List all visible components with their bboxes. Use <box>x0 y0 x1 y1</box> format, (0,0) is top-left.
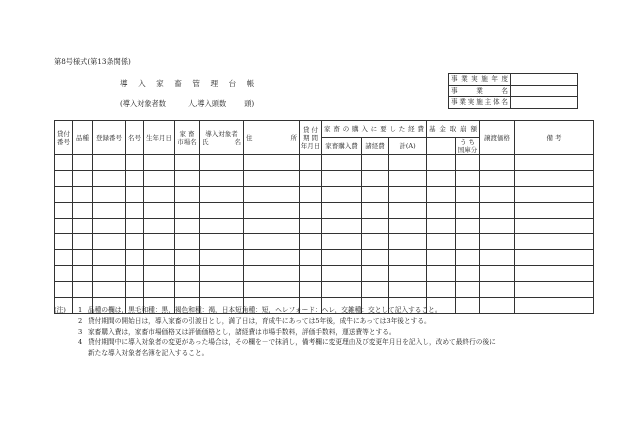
table-cell[interactable] <box>144 202 175 218</box>
table-cell[interactable] <box>73 250 93 266</box>
table-cell[interactable] <box>244 266 300 282</box>
table-cell[interactable] <box>93 282 126 298</box>
table-cell[interactable] <box>480 266 515 282</box>
table-cell[interactable] <box>480 218 515 234</box>
table-cell[interactable] <box>200 282 244 298</box>
header-target: 導入対象者 氏 名 <box>200 121 244 155</box>
table-cell[interactable] <box>389 202 427 218</box>
info-label-project: 事業名 <box>449 85 511 97</box>
subtitle-label: (導入対象者数 <box>120 99 166 108</box>
table-cell[interactable] <box>144 170 175 186</box>
table-cell[interactable] <box>144 250 175 266</box>
header-row-1 <box>55 121 594 138</box>
info-row <box>449 85 578 97</box>
table-cell[interactable] <box>200 155 244 171</box>
info-value-project[interactable] <box>511 85 578 97</box>
table-cell[interactable] <box>300 282 322 298</box>
subtitle-persons: 人, <box>187 99 198 108</box>
table-cell[interactable] <box>300 234 322 250</box>
header-total: 計(A) <box>389 138 427 155</box>
table-cell[interactable] <box>55 282 73 298</box>
table-row <box>55 155 594 171</box>
table-cell[interactable] <box>55 155 73 171</box>
header-fund-sub: う ち 国庫分 <box>456 138 480 155</box>
table-cell[interactable] <box>515 186 594 202</box>
table-cell[interactable] <box>480 155 515 171</box>
table-cell[interactable] <box>389 282 427 298</box>
table-cell[interactable] <box>362 282 389 298</box>
table-cell[interactable] <box>126 266 144 282</box>
table-cell[interactable] <box>244 170 300 186</box>
info-value-year[interactable] <box>511 74 578 86</box>
table-cell[interactable] <box>144 218 175 234</box>
header-name: 名号 <box>126 121 144 155</box>
table-cell[interactable] <box>93 170 126 186</box>
table-cell[interactable] <box>322 155 362 171</box>
table-cell[interactable] <box>244 282 300 298</box>
table-cell[interactable] <box>144 282 175 298</box>
table-cell[interactable] <box>389 170 427 186</box>
table-cell[interactable] <box>126 155 144 171</box>
note-num: 2 <box>78 316 83 325</box>
info-row <box>449 97 578 109</box>
table-cell[interactable] <box>175 186 200 202</box>
table-cell[interactable] <box>300 250 322 266</box>
header-cost-group: 家畜の購入に要した経費 <box>322 121 427 138</box>
table-cell[interactable] <box>200 250 244 266</box>
table-cell[interactable] <box>73 170 93 186</box>
info-row <box>449 74 578 86</box>
header-breed: 品種 <box>73 121 93 155</box>
table-cell[interactable] <box>93 250 126 266</box>
table-cell[interactable] <box>175 170 200 186</box>
note-text: 貸付期間の開始日は，導入家畜の引渡日とし，満了日は，育成牛にあっては5年後，成牛にあっては3年後とする。 <box>88 316 431 325</box>
table-cell[interactable] <box>322 170 362 186</box>
note-item-2 <box>54 316 588 327</box>
header-fund-blank <box>427 138 456 155</box>
table-cell[interactable] <box>126 250 144 266</box>
table-cell[interactable] <box>93 234 126 250</box>
table-cell[interactable] <box>175 266 200 282</box>
header-market: 家 畜 市場名 <box>175 121 200 155</box>
table-cell[interactable] <box>93 202 126 218</box>
subtitle <box>120 99 254 109</box>
table-cell[interactable] <box>73 186 93 202</box>
table-cell[interactable] <box>389 155 427 171</box>
note-num: 4 <box>78 338 83 347</box>
table-cell[interactable] <box>456 202 480 218</box>
table-cell[interactable] <box>244 155 300 171</box>
table-cell[interactable] <box>244 234 300 250</box>
note-item-4-cont <box>54 348 588 359</box>
table-cell[interactable] <box>244 186 300 202</box>
table-cell[interactable] <box>300 218 322 234</box>
table-cell[interactable] <box>362 234 389 250</box>
table-cell[interactable] <box>93 155 126 171</box>
table-cell[interactable] <box>200 170 244 186</box>
table-cell[interactable] <box>362 155 389 171</box>
table-cell[interactable] <box>322 266 362 282</box>
table-cell[interactable] <box>456 250 480 266</box>
table-row <box>55 234 594 250</box>
note-item-1 <box>54 305 588 316</box>
table-cell[interactable] <box>362 266 389 282</box>
table-cell[interactable] <box>515 234 594 250</box>
table-cell[interactable] <box>389 266 427 282</box>
table-cell[interactable] <box>175 234 200 250</box>
table-cell[interactable] <box>427 155 456 171</box>
header-fund-group: 基金取崩額 <box>427 121 480 138</box>
table-cell[interactable] <box>55 266 73 282</box>
table-cell[interactable] <box>322 218 362 234</box>
header-remarks: 備 考 <box>515 121 594 155</box>
table-cell[interactable] <box>126 202 144 218</box>
table-cell[interactable] <box>322 186 362 202</box>
table-cell[interactable] <box>322 282 362 298</box>
table-cell[interactable] <box>427 266 456 282</box>
table-cell[interactable] <box>427 282 456 298</box>
table-cell[interactable] <box>362 202 389 218</box>
form-number: 第8号様式(第13条関係) <box>54 57 131 66</box>
table-cell[interactable] <box>322 202 362 218</box>
table-cell[interactable] <box>427 250 456 266</box>
note-num: 3 <box>78 327 83 336</box>
table-cell[interactable] <box>200 186 244 202</box>
table-cell[interactable] <box>456 170 480 186</box>
table-row <box>55 250 594 266</box>
notes-lead: (注) <box>54 306 66 314</box>
table-cell[interactable] <box>480 234 515 250</box>
note-text: 貸付期間中に導入対象者の変更があった場合は，その欄を－で抹消し，備考欄に変更理由及び変更年月日を記入し，改めて最終行の後に <box>88 338 496 347</box>
header-address: 住 所 <box>244 121 300 155</box>
table-cell[interactable] <box>144 266 175 282</box>
table-cell[interactable] <box>175 202 200 218</box>
table-row <box>55 218 594 234</box>
table-row <box>55 202 594 218</box>
table-cell[interactable] <box>200 202 244 218</box>
table-cell[interactable] <box>389 250 427 266</box>
table-cell[interactable] <box>515 250 594 266</box>
note-num: 1 <box>78 306 83 314</box>
table-row <box>55 170 594 186</box>
table-cell[interactable] <box>515 202 594 218</box>
header-reg-no: 登録番号 <box>93 121 126 155</box>
table-cell[interactable] <box>200 234 244 250</box>
info-box <box>448 73 578 109</box>
table-cell[interactable] <box>480 186 515 202</box>
table-cell[interactable] <box>93 218 126 234</box>
table-cell[interactable] <box>515 282 594 298</box>
header-birth: 生年月日 <box>144 121 175 155</box>
table-cell[interactable] <box>362 250 389 266</box>
table-cell[interactable] <box>55 234 73 250</box>
table-cell[interactable] <box>144 155 175 171</box>
table-cell[interactable] <box>362 170 389 186</box>
table-cell[interactable] <box>175 250 200 266</box>
table-cell[interactable] <box>515 266 594 282</box>
table-cell[interactable] <box>144 186 175 202</box>
note-text: 家畜購入費は，家畜市場価格又は評価価格とし，諸経費は市場手数料，評価手数料，運送費等とする。 <box>88 327 396 336</box>
info-label-year: 事業実施年度 <box>449 74 511 86</box>
header-lend-no: 貸付 番号 <box>55 121 73 155</box>
table-cell[interactable] <box>300 202 322 218</box>
table-cell[interactable] <box>480 250 515 266</box>
table-cell[interactable] <box>55 202 73 218</box>
table-cell[interactable] <box>126 218 144 234</box>
table-cell[interactable] <box>73 202 93 218</box>
table-cell[interactable] <box>427 218 456 234</box>
table-cell[interactable] <box>55 218 73 234</box>
table-cell[interactable] <box>300 266 322 282</box>
table-body <box>55 155 594 314</box>
table-cell[interactable] <box>456 186 480 202</box>
table-cell[interactable] <box>389 186 427 202</box>
table-cell[interactable] <box>300 155 322 171</box>
table-cell[interactable] <box>515 155 594 171</box>
table-cell[interactable] <box>456 218 480 234</box>
subtitle-head-label: 導入頭数 <box>197 99 227 108</box>
table-cell[interactable] <box>200 218 244 234</box>
table-cell[interactable] <box>362 218 389 234</box>
table-cell[interactable] <box>427 186 456 202</box>
table-cell[interactable] <box>175 155 200 171</box>
table-cell[interactable] <box>73 218 93 234</box>
notes <box>54 305 588 359</box>
note-item-4 <box>54 337 588 348</box>
header-period: 貸 付 期 間 年月日 <box>300 121 322 155</box>
table-cell[interactable] <box>73 266 93 282</box>
table-cell[interactable] <box>126 186 144 202</box>
table-cell[interactable] <box>427 234 456 250</box>
table-cell[interactable] <box>480 282 515 298</box>
table-cell[interactable] <box>73 155 93 171</box>
table-cell[interactable] <box>300 186 322 202</box>
info-label-entity: 事業実施主体名 <box>449 97 511 109</box>
table-cell[interactable] <box>126 234 144 250</box>
table-cell[interactable] <box>55 186 73 202</box>
page-title: 導入家畜管理台帳 <box>120 79 265 88</box>
table-cell[interactable] <box>126 282 144 298</box>
table-cell[interactable] <box>427 170 456 186</box>
table-cell[interactable] <box>55 250 73 266</box>
table-cell[interactable] <box>389 234 427 250</box>
table-row <box>55 266 594 282</box>
table-cell[interactable] <box>244 202 300 218</box>
table-cell[interactable] <box>200 266 244 282</box>
table-cell[interactable] <box>480 202 515 218</box>
management-table <box>54 120 594 314</box>
table-cell[interactable] <box>456 266 480 282</box>
table-cell[interactable] <box>126 170 144 186</box>
table-cell[interactable] <box>93 266 126 282</box>
table-cell[interactable] <box>362 186 389 202</box>
table-cell[interactable] <box>244 250 300 266</box>
table-cell[interactable] <box>515 170 594 186</box>
table-cell[interactable] <box>456 234 480 250</box>
subtitle-heads: 頭) <box>244 99 255 108</box>
table-cell[interactable] <box>456 155 480 171</box>
table-cell[interactable] <box>515 218 594 234</box>
table-cell[interactable] <box>73 282 93 298</box>
table-cell[interactable] <box>144 234 175 250</box>
info-value-entity[interactable] <box>511 97 578 109</box>
note-text: 新たな導入対象者名簿を記入すること。 <box>88 349 209 358</box>
table-cell[interactable] <box>480 170 515 186</box>
table-cell[interactable] <box>175 282 200 298</box>
table-cell[interactable] <box>456 282 480 298</box>
table-cell[interactable] <box>322 250 362 266</box>
table-cell[interactable] <box>55 170 73 186</box>
note-item-3 <box>54 327 588 338</box>
table-row <box>55 282 594 298</box>
header-purchase: 家畜購入費 <box>322 138 362 155</box>
header-misc: 諸経費 <box>362 138 389 155</box>
table-cell[interactable] <box>93 186 126 202</box>
table-cell[interactable] <box>322 234 362 250</box>
table-cell[interactable] <box>427 202 456 218</box>
table-row <box>55 186 594 202</box>
note-text: 品種の欄は，黒毛和種：黒，褐色和種：褐，日本短角種：短，ヘレフォード：ヘレ，交雑種：交として記入すること。 <box>88 306 442 314</box>
table-cell[interactable] <box>244 218 300 234</box>
table-cell[interactable] <box>300 170 322 186</box>
table-cell[interactable] <box>175 218 200 234</box>
table-cell[interactable] <box>73 234 93 250</box>
table-cell[interactable] <box>389 218 427 234</box>
header-transfer: 譲渡価格 <box>480 121 515 155</box>
